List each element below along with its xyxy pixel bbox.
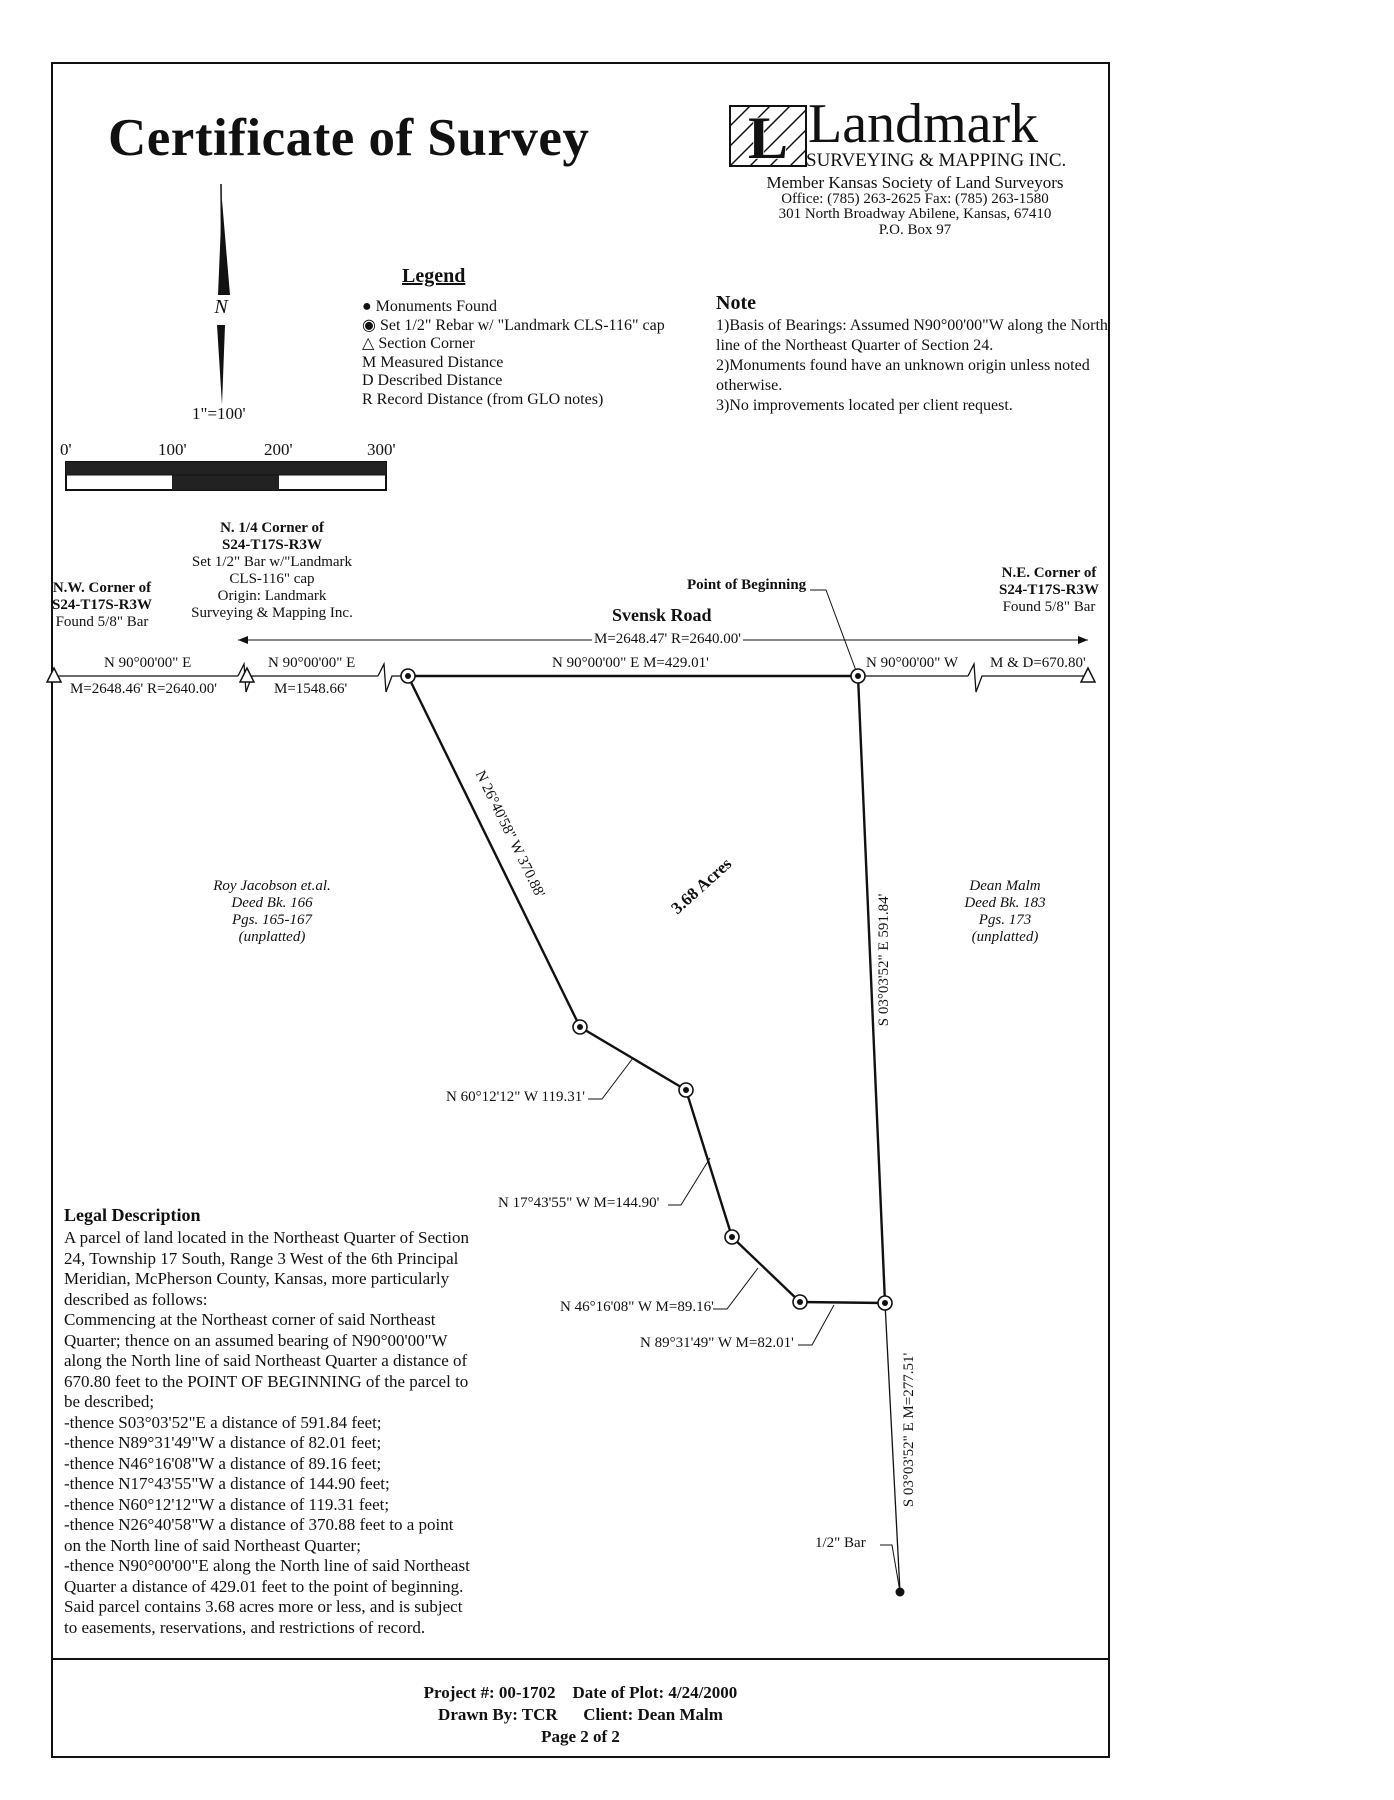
ne-corner-label: N.E. Corner of S24-T17S-R3W Found 5/8" Bar <box>998 565 1099 615</box>
footer-line-1 <box>51 1683 1110 1703</box>
parcel-north-line-label: N 90°00'00" E M=429.01' <box>552 655 709 671</box>
legend-item: M Measured Distance <box>362 353 504 371</box>
plot-date: Date of Plot: 4/24/2000 <box>572 1683 738 1702</box>
road-distance: M=2648.47' R=2640.00' <box>594 631 741 647</box>
po-box: P.O. Box 97 <box>878 222 952 238</box>
nw-corner-label: N.W. Corner of S24-T17S-R3W Found 5/8" Bar <box>52 580 153 630</box>
road-name: Svensk Road <box>612 605 712 625</box>
west-seg-bearing: N 90°00'00" E <box>104 655 192 671</box>
filled-dot-icon: ● <box>362 298 376 315</box>
legend-title: Legend <box>402 265 466 287</box>
scale-label-100: 100' <box>158 440 187 459</box>
project-number: Project #: 00-1702 <box>423 1683 556 1702</box>
drawn-by: Drawn By: TCR <box>438 1705 558 1724</box>
east-seg-distance: M & D=670.80' <box>990 655 1086 671</box>
north-letter: N <box>214 296 228 318</box>
office-address: 301 North Broadway Abilene, Kansas, 67410 <box>778 206 1052 222</box>
note-item: 3)No improvements located per client request. <box>716 397 1013 414</box>
l6-leader <box>798 1305 834 1345</box>
parcel-area: 3.68 Acres <box>667 853 736 918</box>
course-l4-label: N 17°43'55" W M=144.90' <box>498 1195 660 1211</box>
logo-letter: L <box>747 105 789 168</box>
l4-leader <box>668 1158 710 1205</box>
l5-leader <box>713 1268 758 1309</box>
note-title: Note <box>716 292 756 314</box>
footer-divider <box>51 1658 1110 1660</box>
note-item: 2)Monuments found have an unknown origin unless noted otherwise. <box>716 357 1090 394</box>
legal-description: A parcel of land located in the Northeast Quarter of Section 24, Township 17 South, Range 3 West of the 6th Principal Meridian, McPherson County, Kansas, more particularly described as follows: Commencing at the Northeast corner of said Northeast Quarter; thence on an assumed bearing of N90°00'00"W along the North line of said Northeast Quarter a distance of 670.80 feet to the POINT OF BEGINNING of the parcel to be described; -thence S03°03'52"E a distance of 591.84 feet; -thence N89°31'49"W a distance of 82.01 feet; -thence N46°16'08"W a distance of 89.16 feet; -thence N17°43'55"W a distance of 144.90 feet; -thence N60°12'12"W a distance of 119.31 feet; -thence N26°40'58"W a distance of 370.88 feet to a point on the North line of said Northeast Quarter; -thence N90°00'00"E along the North line of said Northeast Quarter a distance of 429.01 feet to the point of beginning. Said parcel contains 3.68 acres more or less, and is subject to easements, reservations, and restrictions of record. <box>64 1228 470 1637</box>
company-name: Landmark <box>808 93 1039 155</box>
page-number: Page 2 of 2 <box>541 1727 620 1746</box>
mid-seg-distance: M=1548.66' <box>274 681 348 697</box>
nw-section-corner-icon <box>47 668 61 682</box>
west-owner: Roy Jacobson et.al. Deed Bk. 166 Pgs. 165-167 (unplatted) <box>213 878 331 945</box>
mid-seg-bearing: N 90°00'00" E <box>268 655 356 671</box>
half-bar-label: 1/2" Bar <box>815 1535 866 1551</box>
arrowhead <box>1078 636 1088 644</box>
legend-item: R Record Distance (from GLO notes) <box>362 390 604 408</box>
legend-item: △ Section Corner <box>362 335 475 352</box>
scale-label-0: 0' <box>60 440 72 459</box>
n-quarter-corner-icon <box>240 668 254 682</box>
circled-dot-icon: ◉ <box>362 316 380 334</box>
found-bar-icon <box>896 1588 905 1597</box>
scale-label-200: 200' <box>264 440 293 459</box>
east-line-label: S 03°03'52" E 591.84' <box>876 893 892 1027</box>
west-seg-distance: M=2648.46' R=2640.00' <box>70 681 217 697</box>
office-phone: Office: (785) 263-2625 Fax: (785) 263-1580 <box>781 191 1049 207</box>
east-owner: Dean Malm Deed Bk. 183 Pgs. 173 (unplatted) <box>964 878 1046 945</box>
legend-item: ● Monuments Found <box>362 298 498 315</box>
scale-label-300: 300' <box>367 440 396 459</box>
south-extension-label: S 03°03'52" E M=277.51' <box>901 1352 917 1508</box>
bar-leader <box>880 1545 900 1592</box>
n-quarter-corner-label: N. 1/4 Corner of S24-T17S-R3W Set 1/2" Bar w/"Landmark CLS-116" cap Origin: Landmark Surveying & Mapping Inc. <box>191 520 353 621</box>
east-seg-bearing: N 90°00'00" W <box>866 655 959 671</box>
legend-item: ◉ Set 1/2" Rebar w/ "Landmark CLS-116" cap <box>362 316 665 334</box>
point-of-beginning-label: Point of Beginning <box>687 577 807 593</box>
course-l5-label: N 46°16'08" W M=89.16' <box>560 1299 714 1315</box>
member-line: Member Kansas Society of Land Surveyors <box>766 173 1064 192</box>
note-item: 1)Basis of Bearings: Assumed N90°00'00"W along the North line of the Northeast Quarter of Section 24. <box>716 317 1108 354</box>
l3-leader <box>588 1058 633 1099</box>
course-l6-label: N 89°31'49" W M=82.01' <box>640 1335 794 1351</box>
client: Client: Dean Malm <box>583 1705 723 1724</box>
page-title: Certificate of Survey <box>108 109 590 167</box>
arrowhead <box>238 636 248 644</box>
company-subtitle: SURVEYING & MAPPING INC. <box>806 150 1067 171</box>
footer-line-2 <box>51 1705 1110 1725</box>
nw-line-label: N 26°40'58" W 370.88' <box>471 768 548 901</box>
pob-leader <box>810 590 858 676</box>
triangle-icon: △ <box>362 335 379 352</box>
course-l3-label: N 60°12'12" W 119.31' <box>446 1089 585 1105</box>
legal-description-title: Legal Description <box>64 1205 201 1225</box>
drawing-scale: 1"=100' <box>192 404 246 423</box>
legend-item: D Described Distance <box>362 372 503 389</box>
